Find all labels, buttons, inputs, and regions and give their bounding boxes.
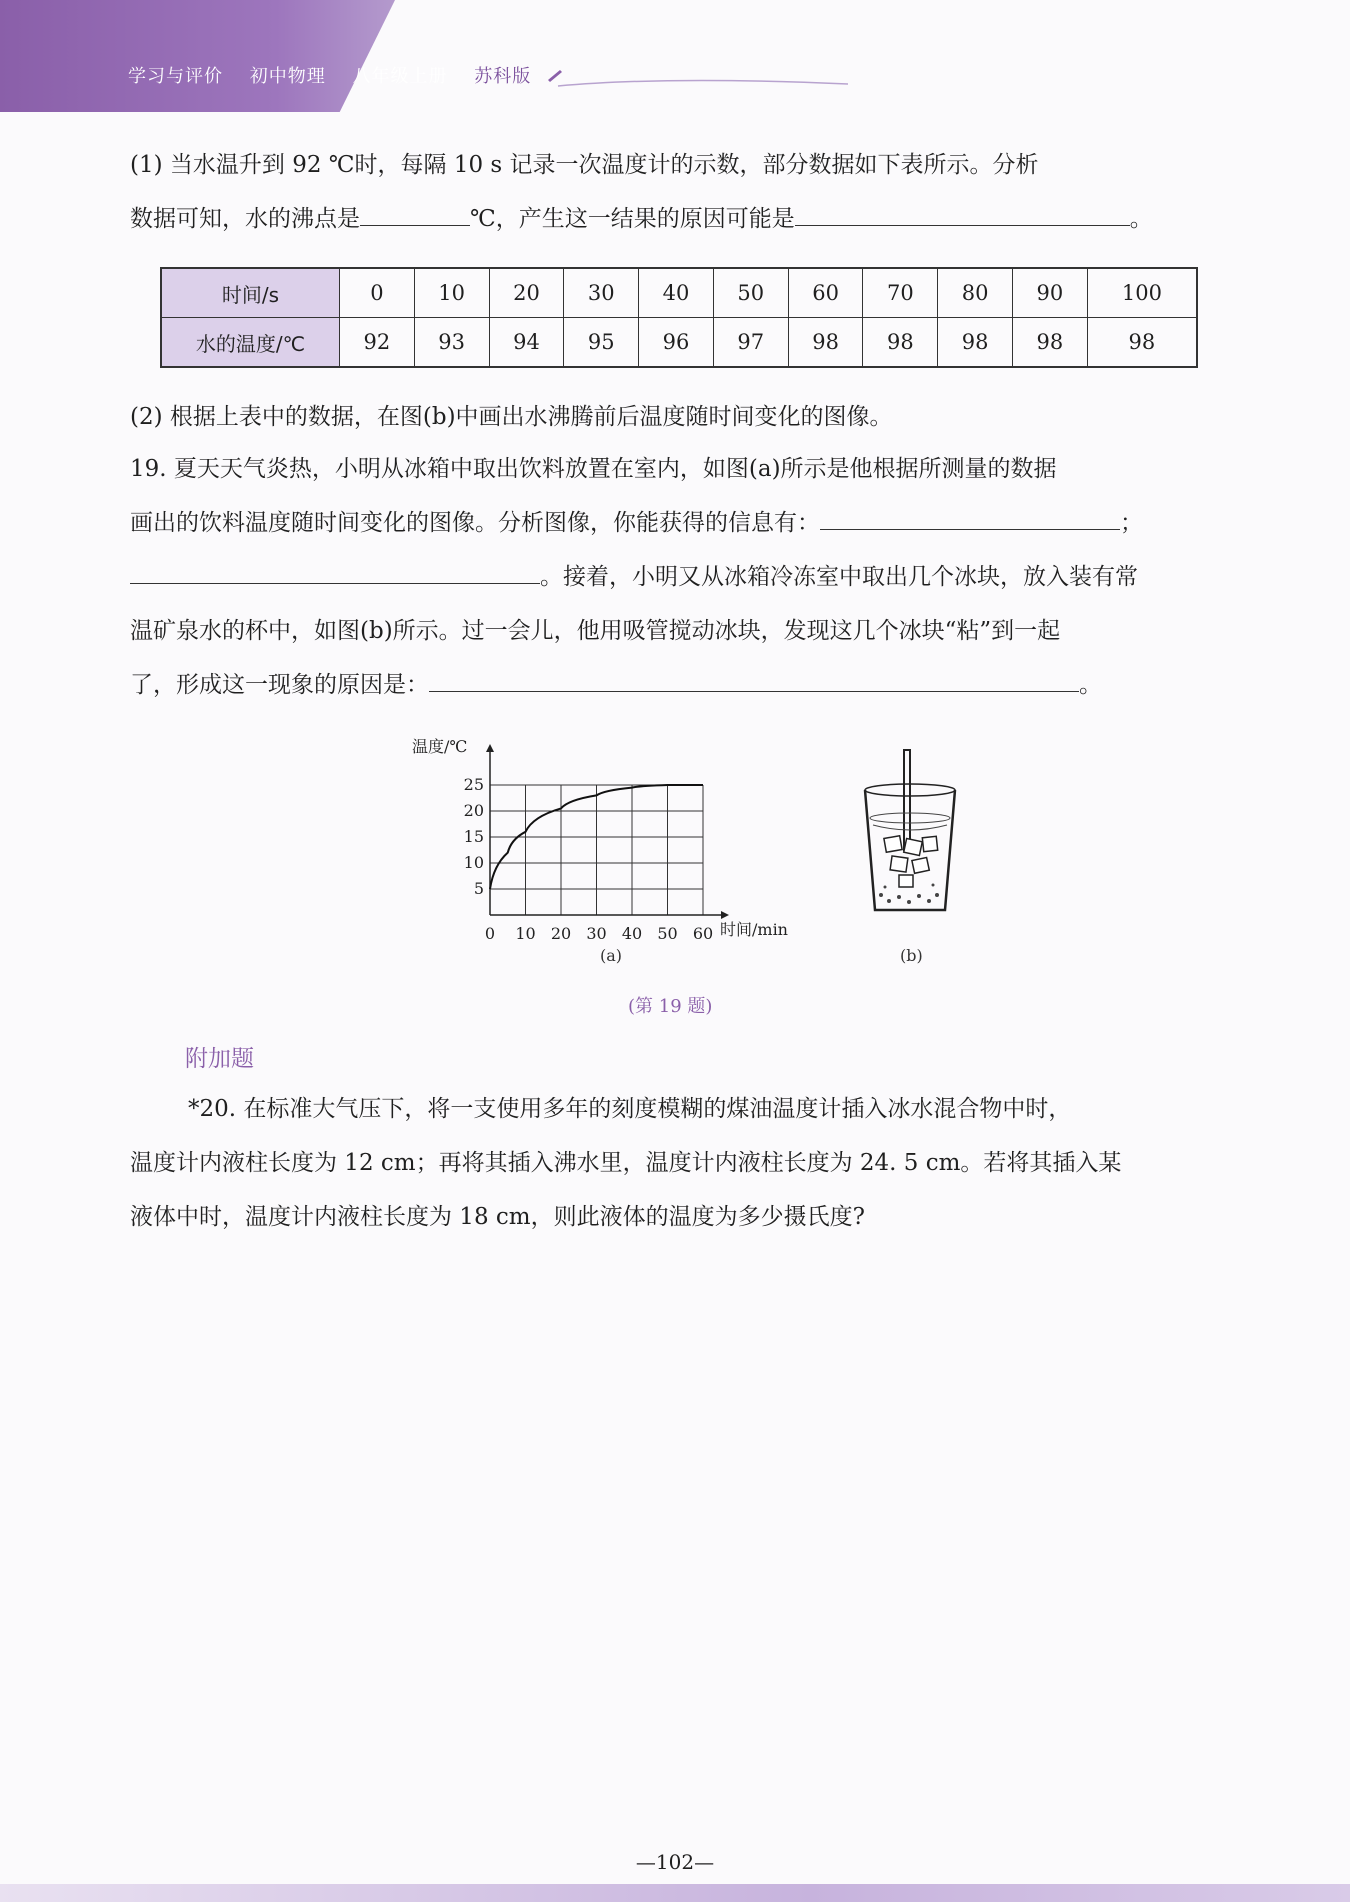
table-row-time (161, 268, 1197, 318)
table-cell: 10 (414, 268, 489, 318)
q20-line3: 液体中时，温度计内液柱长度为 18 cm，则此液体的温度为多少摄氏度? (130, 1204, 865, 1230)
table-cell: 70 (863, 268, 938, 318)
table-cell: 90 (1013, 268, 1088, 318)
reason-blank-19[interactable] (429, 671, 1079, 692)
x-tick-label: 30 (586, 924, 607, 943)
extra-section-title: 附加题 (185, 1046, 254, 1072)
table-cell: 93 (414, 318, 489, 368)
chart-xlabel: 时间/min (720, 920, 788, 939)
q19-caption: (第 19 题) (628, 996, 713, 1017)
table-cell: 30 (564, 268, 639, 318)
table-cell: 98 (1013, 318, 1088, 368)
header-band (0, 0, 395, 112)
q19-line1: 19. 夏天天气炎热，小明从冰箱中取出饮料放置在室内，如图(a)所示是他根据所测量的数据 (130, 456, 1057, 482)
glass-with-ice-figure (855, 745, 965, 920)
chart-ylabel: 温度/℃ (412, 737, 468, 756)
y-tick-label: 20 (463, 801, 484, 820)
q19-line4: 温矿泉水的杯中，如图(b)所示。过一会儿，他用吸管搅动冰块，发现这几个冰块“粘”到一起 (130, 618, 1061, 644)
x-tick-label: 10 (515, 924, 536, 943)
fig-b-label: (b) (900, 946, 923, 965)
q20-line1: *20. 在标准大气压下，将一支使用多年的刻度模糊的煤油温度计插入冰水混合物中时， (188, 1096, 1072, 1122)
x-tick-label: 60 (692, 924, 714, 943)
q19-line2-text: 画出的饮料温度随时间变化的图像。分析图像，你能获得的信息有： (130, 510, 820, 536)
header-series: 学习与评价 (128, 66, 223, 87)
header-breadcrumb (128, 62, 551, 88)
q18-part2: (2) 根据上表中的数据，在图(b)中画出水沸腾前后温度随时间变化的图像。 (130, 404, 893, 430)
q18-line2-text-a: 数据可知，水的沸点是 (130, 206, 360, 232)
q19-line2 (130, 496, 1230, 550)
table-cell: 80 (938, 268, 1013, 318)
table-cell: 60 (788, 268, 863, 318)
info-blank-2[interactable] (130, 563, 540, 584)
x-tick-label: 0 (484, 924, 496, 943)
straw-icon (904, 750, 910, 850)
table-cell: 40 (639, 268, 714, 318)
ice-cubes-icon (884, 836, 938, 887)
table-cell: 92 (340, 318, 415, 368)
table-cell: 98 (788, 318, 863, 368)
info-blank-1[interactable] (820, 509, 1120, 530)
page-number: —102— (635, 1850, 715, 1874)
q18-part1-line1: (1) 当水温升到 92 ℃时，每隔 10 s 记录一次温度计的示数，部分数据如下表所示。分析 (130, 152, 1039, 178)
table-cell: 98 (938, 318, 1013, 368)
bottom-band (0, 1884, 1350, 1902)
boiling-point-blank[interactable] (360, 205, 470, 226)
q18-line2-end: 。 (1129, 206, 1153, 232)
q19-line5-end: 。 (1079, 672, 1102, 698)
fig-a-label: (a) (600, 946, 623, 965)
data-table (160, 267, 1198, 368)
table-header-temp: 水的温度/℃ (161, 318, 340, 368)
table-cell: 0 (340, 268, 415, 318)
q19-line3-text: 。接着，小明又从冰箱冷冻室中取出几个冰块，放入装有常 (540, 564, 1138, 590)
y-tick-label: 5 (473, 879, 484, 898)
q20-line2: 温度计内液柱长度为 12 cm；再将其插入沸水里，温度计内液柱长度为 24. 5 cm。若将其插入某 (130, 1150, 1122, 1176)
q19-line5 (130, 658, 1230, 712)
table-cell: 50 (713, 268, 788, 318)
q19-line2-end: ； (1120, 510, 1143, 536)
table-cell: 20 (489, 268, 564, 318)
q18-part1-line2 (130, 192, 1230, 246)
y-axis-arrow (486, 744, 494, 752)
y-tick-label: 10 (463, 853, 484, 872)
x-tick-label: 50 (657, 924, 678, 943)
x-tick-label: 40 (621, 924, 643, 943)
x-tick-label: 20 (550, 924, 572, 943)
x-axis-arrow (721, 911, 729, 919)
q19-line5-text: 了，形成这一现象的原因是： (130, 672, 429, 698)
pen-icon (548, 68, 848, 98)
header-edition: 苏科版 (474, 66, 532, 87)
q18-line2-text-b: ℃，产生这一结果的原因可能是 (470, 206, 795, 232)
y-tick-label: 25 (463, 775, 484, 794)
reason-blank[interactable] (795, 205, 1130, 226)
header-grade: 八年级上册 (352, 66, 448, 87)
table-cell: 100 (1087, 268, 1197, 318)
table-cell: 98 (1087, 318, 1197, 368)
table-cell: 98 (863, 318, 938, 368)
temperature-chart (400, 730, 820, 980)
header-level: 初中物理 (249, 66, 326, 87)
table-cell: 94 (489, 318, 564, 368)
table-cell: 97 (713, 318, 788, 368)
table-cell: 96 (639, 318, 714, 368)
y-tick-label: 15 (463, 827, 484, 846)
table-cell: 95 (564, 318, 639, 368)
table-row-temp (161, 318, 1197, 368)
q19-line3 (130, 550, 1230, 604)
table-header-time: 时间/s (161, 268, 340, 318)
